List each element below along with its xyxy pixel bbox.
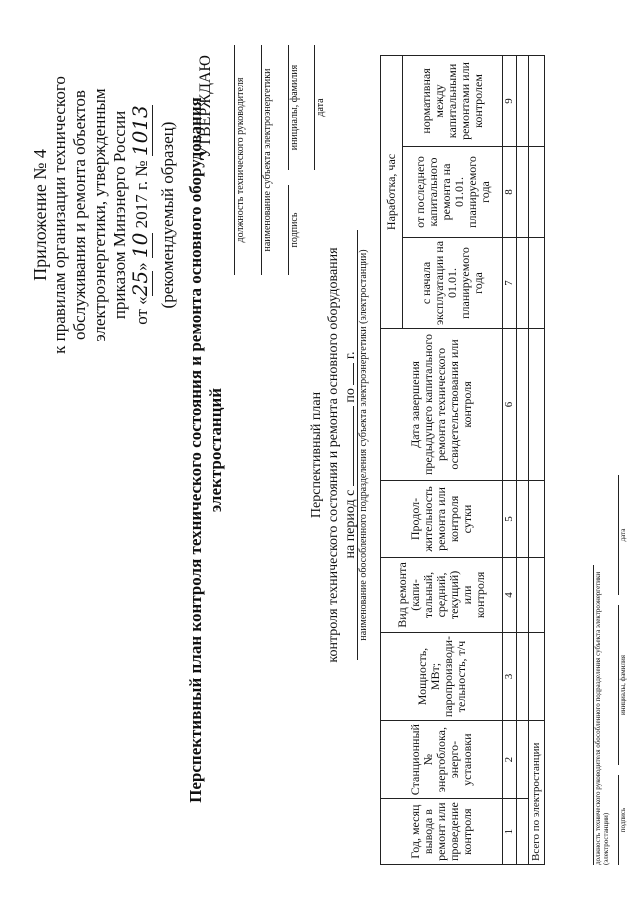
column-number: 6 [503, 328, 517, 480]
table-cell [529, 557, 545, 632]
table-cell [517, 721, 529, 799]
approval-date-line [300, 45, 326, 170]
approval-position-line [220, 45, 246, 275]
column-number: 1 [503, 799, 517, 865]
header-runtime-since-repair: от последнего капитального ремонта на 01.01. планируемого года [403, 146, 503, 237]
bottom-name-line [608, 605, 627, 765]
date-day: 25 [128, 270, 152, 297]
column-numbers-row [503, 55, 517, 864]
approval-label: УТВЕРЖДАЮ [197, 55, 214, 159]
subdivision-line [343, 230, 369, 660]
bottom-position-caption: должность технического руководителя обособленного подразделения субъекта электроэнергетики (электростанции) [594, 571, 610, 865]
approval-sign-caption: подпись [289, 212, 300, 248]
header-repair-type: Вид ремонта (капи- тальный, средний, текущий) или контроля [381, 557, 503, 632]
period-to: по [343, 388, 358, 403]
date-prefix: от « [132, 296, 151, 325]
table-cell [517, 328, 529, 480]
bottom-date-line [608, 475, 627, 595]
appendix-note: (рекомендуемый образец) [158, 121, 177, 309]
approval-entity-caption: наименование субъекта электроэнергетики [262, 68, 273, 252]
table-cell [529, 146, 545, 237]
date-month: 10 [128, 232, 152, 259]
header-runtime: Наработка, час [381, 55, 403, 328]
approval-position-caption: должность технического руководителя [235, 77, 246, 243]
column-number: 9 [503, 55, 517, 146]
column-number: 5 [503, 480, 517, 557]
date-year: 2017 г. № [132, 160, 151, 229]
total-row [529, 55, 545, 864]
appendix-line: электроэнергетики, утвержденным [90, 88, 109, 342]
table-cell [517, 632, 529, 720]
order-number: 1013 [128, 105, 152, 157]
header-previous-repair-date: Дата завершения предыдущего капитального ремонта технического освидетельствования или контроля [381, 328, 503, 480]
bottom-date-caption: дата [619, 528, 627, 542]
header-runtime-normative: нормативная между капитальными ремонтами или контролем [403, 55, 503, 146]
bottom-sign-line [608, 775, 627, 865]
subdivision-caption: наименование обособленного подразделения субъекта электроэнергетики (электростанции) [358, 249, 369, 641]
plan-table [380, 55, 545, 865]
table-cell [529, 55, 545, 146]
table-cell [517, 237, 529, 328]
appendix-line: приказом Минэнерго России [110, 110, 129, 320]
appendix-title: Приложение № 4 [30, 149, 50, 281]
date-mid: » [132, 262, 151, 271]
header-capacity: Мощность, МВт; паропроизводи- тельность, т/ч [381, 632, 503, 720]
bottom-position-line [583, 565, 610, 865]
plan-subtitle: контроля технического состояния и ремонта основного оборудования [326, 247, 341, 663]
approval-name-line [274, 45, 300, 170]
table-cell [517, 557, 529, 632]
main-title: Перспективный план контроля технического состояния и ремонта основного оборудования электростанций [186, 97, 225, 803]
total-label: Всего по электростанции [529, 721, 545, 865]
column-number: 4 [503, 557, 517, 632]
appendix-block [30, 45, 178, 385]
approval-name-caption: инициалы, фамилия [289, 64, 300, 151]
plan-title: Перспективный план [309, 391, 324, 519]
bottom-name-caption: инициалы, фамилия [619, 655, 627, 715]
bottom-sign-caption: подпись [619, 807, 627, 833]
table-cell [529, 237, 545, 328]
table-cell [517, 146, 529, 237]
table-cell [529, 632, 545, 720]
column-number: 7 [503, 237, 517, 328]
appendix-line: к правилам организации технического [50, 76, 69, 354]
header-duration: Продол- жительность ремонта или контроля сутки [381, 480, 503, 557]
table-cell [517, 480, 529, 557]
approval-date-caption: дата [315, 98, 326, 117]
approval-sign-line [274, 185, 300, 275]
column-number: 3 [503, 632, 517, 720]
header-runtime-since-start: с начала эксплуатации на 01.01. планируемого года [403, 237, 503, 328]
period-label: на период с [343, 489, 358, 559]
table-cell [517, 799, 529, 865]
appendix-line: обслуживания и ремонта объектов [70, 90, 89, 340]
column-number: 8 [503, 146, 517, 237]
header-period: Год, месяц вывода в ремонт или проведение контроля [381, 799, 503, 865]
column-number: 2 [503, 721, 517, 799]
header-unit-number: Станционный № энергоблока, энерго- установки [381, 721, 503, 799]
table-cell [529, 328, 545, 480]
table-cell [529, 480, 545, 557]
approval-entity-line [247, 45, 273, 275]
table-cell [517, 55, 529, 146]
table-row [517, 55, 529, 864]
period-year-suffix: г. [343, 351, 358, 360]
appendix-order-date [130, 45, 152, 385]
